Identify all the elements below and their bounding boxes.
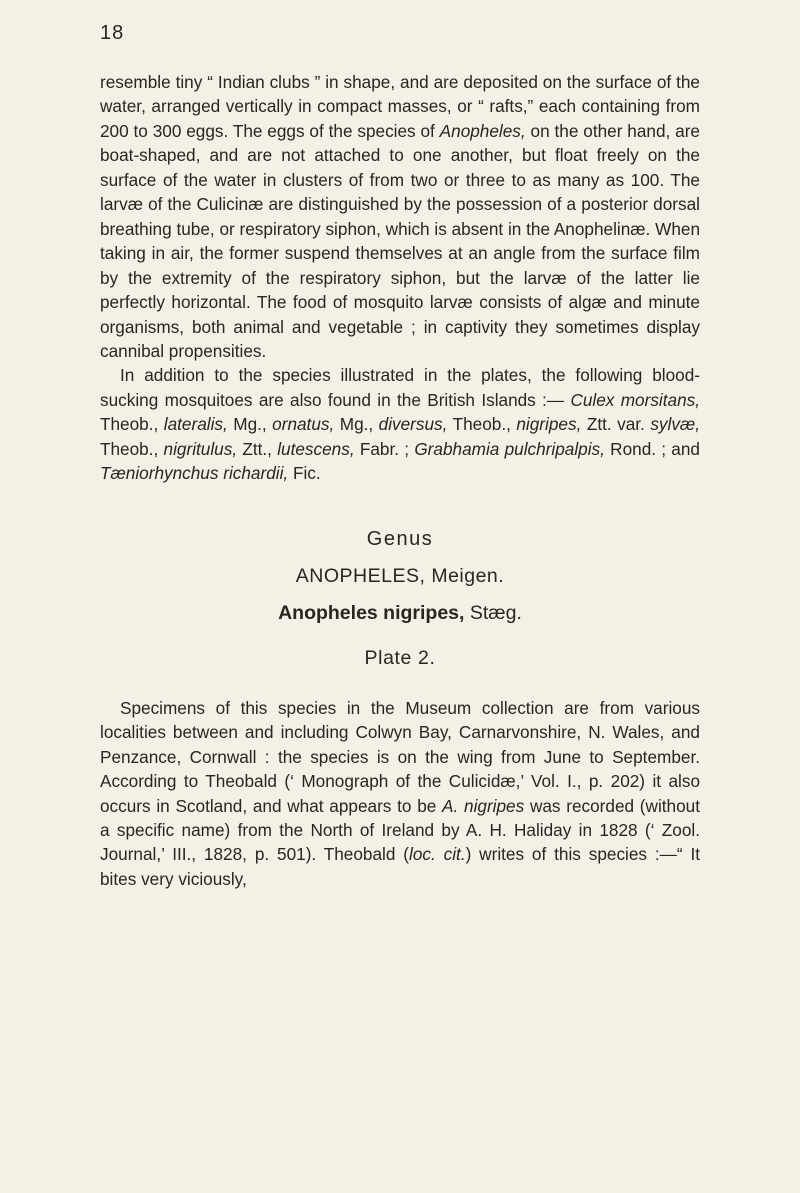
text-run: Theob., (447, 414, 517, 435)
text-run: Ztt., (237, 438, 278, 459)
text-run: Specimens of this species in the Museum collection are from various localities between and including Colwyn Bay, Carnarvonshire, N. Wales, and Penzance, Cornwall : the species is on the wing from June to September. According to Theobald (‘ Monograph of the Culicidæ,’ Vol. I., p. 202) it also occurs in Scotland, and what appears to be (100, 697, 700, 816)
italic-text: Grabhamia pulchripalpis, (414, 438, 605, 459)
italic-text: diversus, (378, 414, 448, 435)
italic-text: lutescens, (277, 438, 355, 459)
text-run: on the other hand, are boat-shaped, and are not attached to one another, but float freely on the surface of the water in clusters of from two or three to as many as 100. The larvæ of the Culicinæ are distinguished by the possession of a posterior dorsal breathing tube, or respiratory siphon, which is absent in the Anophelinæ. When taking in air, the former suspend themselves at an angle from the surface film by the extremity of the respiratory siphon, but the larvæ of the latter lie perfectly horizontal. The food of mosquito larvæ consists of algæ and minute organisms, both animal and vegetable ; in captivity they sometimes display cannibal propensities. (100, 120, 701, 361)
text-run: ) writes of this species :—“ It bites very viciously, (100, 844, 700, 889)
page-number: 18 (100, 22, 125, 44)
text-run: In addition to the species illustrated in the plates, the following blood-sucking mosquitoes are also found in the British Islands :— (100, 365, 700, 410)
text-body (100, 70, 700, 891)
italic-text: sylvæ, (650, 414, 700, 435)
text-run: Ztt. var. (581, 414, 651, 435)
italic-text: lateralis, (163, 414, 228, 435)
italic-text: nigritulus, (163, 438, 238, 459)
text-run: Rond. ; and (604, 438, 700, 459)
text-run: resemble tiny “ Indian clubs ” in shape, and are deposited on the surface of the water, arranged vertically in compact masses, or “ rafts,” each containing from 200 to 300 eggs. The eggs of the species of (100, 72, 700, 141)
genus-name: ANOPHELES, Meigen. (295, 564, 505, 587)
italic-text: Tæniorhynchus richardii, (100, 463, 289, 484)
plate-label: Plate 2. (364, 646, 436, 669)
species-heading (100, 602, 700, 625)
text-run: was recorded (without a specific name) from the North of Ireland by A. H. Haliday in 1828 (‘ Zool. Journal,’ III., 1828, p. 501). Theobald ( (100, 795, 700, 865)
italic-text: loc. cit. (409, 844, 466, 865)
genus-heading: Genus (366, 527, 434, 550)
paragraph-british-species (100, 363, 700, 485)
text-run: Mg., (334, 414, 379, 435)
italic-text: A. nigripes (442, 795, 525, 816)
species-name: Anopheles nigripes, (278, 601, 465, 624)
text-run: Theob., (100, 438, 164, 459)
text-run: Mg., (227, 414, 273, 435)
italic-text: Culex morsitans, (570, 389, 700, 410)
italic-text: ornatus, (272, 414, 335, 435)
species-author: Stæg. (469, 601, 522, 624)
italic-text: Anopheles, (439, 120, 526, 141)
italic-text: nigripes, (516, 414, 582, 435)
text-run: Fabr. ; (354, 438, 415, 459)
text-run: Fic. (288, 463, 321, 484)
paragraph-eggs-larvae (100, 70, 700, 363)
text-run: Theob., (100, 414, 164, 435)
paragraph-specimens (100, 696, 700, 892)
